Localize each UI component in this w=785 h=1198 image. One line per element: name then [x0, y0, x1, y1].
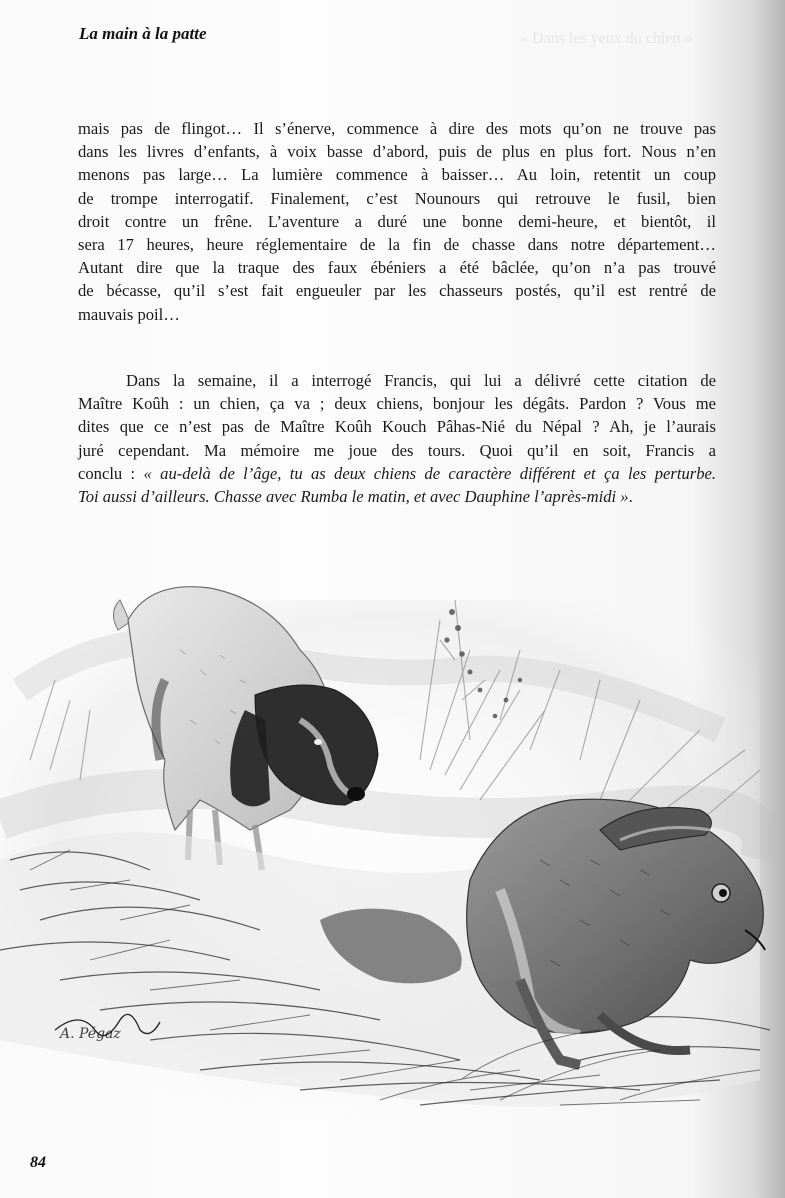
paragraph-1-line: mais pas de flingot… Il s’énerve, commence à dire des mots qu’on ne trouve pas — [78, 119, 716, 138]
paragraph-2 — [78, 369, 716, 508]
paragraph-1-line: droit contre un frêne. L’aventure a duré une bonne demi-heure, et bientôt, il — [78, 211, 716, 231]
running-head: La main à la patte — [79, 24, 207, 43]
page-number: 84 — [30, 1154, 46, 1171]
paragraph-1-line: de bécasse, qu’il s’est fait engueuler par les chasseurs postés, qu’il est rentré de — [78, 281, 716, 301]
paragraph-2-line-end: . — [628, 486, 633, 506]
dog-and-hare-illustration — [0, 560, 785, 1160]
paragraph-1 — [78, 117, 716, 326]
paragraph-1-line: sera 17 heures, heure réglementaire de la fin de chasse dans notre département… — [78, 234, 716, 254]
show-through-text: « Dans les yeux du chien » — [520, 30, 693, 47]
paragraph-2-line — [78, 485, 716, 508]
paragraph-1-line: dans les livres d’enfants, à voix basse d’abord, puis de plus en plus fort. Nous n’en — [78, 142, 716, 162]
quote-italic: « au-delà de l’âge, tu as deux chiens de caractère différent et ça les perturbe. — [143, 463, 717, 483]
paragraph-2-line: dites que ce n’est pas de Maître Koûh Kouch Pâhas-Nié du Népal ? Ah, je l’aurais — [78, 417, 716, 437]
paragraph-1-line: mauvais poil… — [78, 304, 180, 324]
quote-italic: Toi aussi d’ailleurs. Chasse avec Rumba le matin, et avec Dauphine l’après-midi » — [78, 486, 629, 506]
paragraph-2-line-roman: conclu : — [78, 463, 144, 483]
paragraph-2-line: Dans la semaine, il a interrogé Francis, qui lui a délivré cette citation de — [126, 371, 716, 390]
svg-text:A. Pégaz: A. Pégaz — [60, 1026, 121, 1042]
paragraph-1-line: de trompe interrogatif. Finalement, c’est Nounours qui retrouve le fusil, bien — [78, 188, 716, 208]
paragraph-1-line: Autant dire que la traque des faux ébéniers a été bâclée, qu’on n’a pas trouvé — [78, 258, 716, 278]
paragraph-2-line: Maître Koûh : un chien, ça va ; deux chiens, bonjour les dégâts. Pardon ? Vous me — [78, 394, 716, 414]
paragraph-1-line: menons pas large… La lumière commence à baisser… Au loin, retentit un coup — [78, 165, 716, 185]
paragraph-2-line: juré cependant. Ma mémoire me joue des tours. Quoi qu’il en soit, Francis a — [78, 440, 716, 460]
paragraph-2-line — [78, 462, 716, 485]
